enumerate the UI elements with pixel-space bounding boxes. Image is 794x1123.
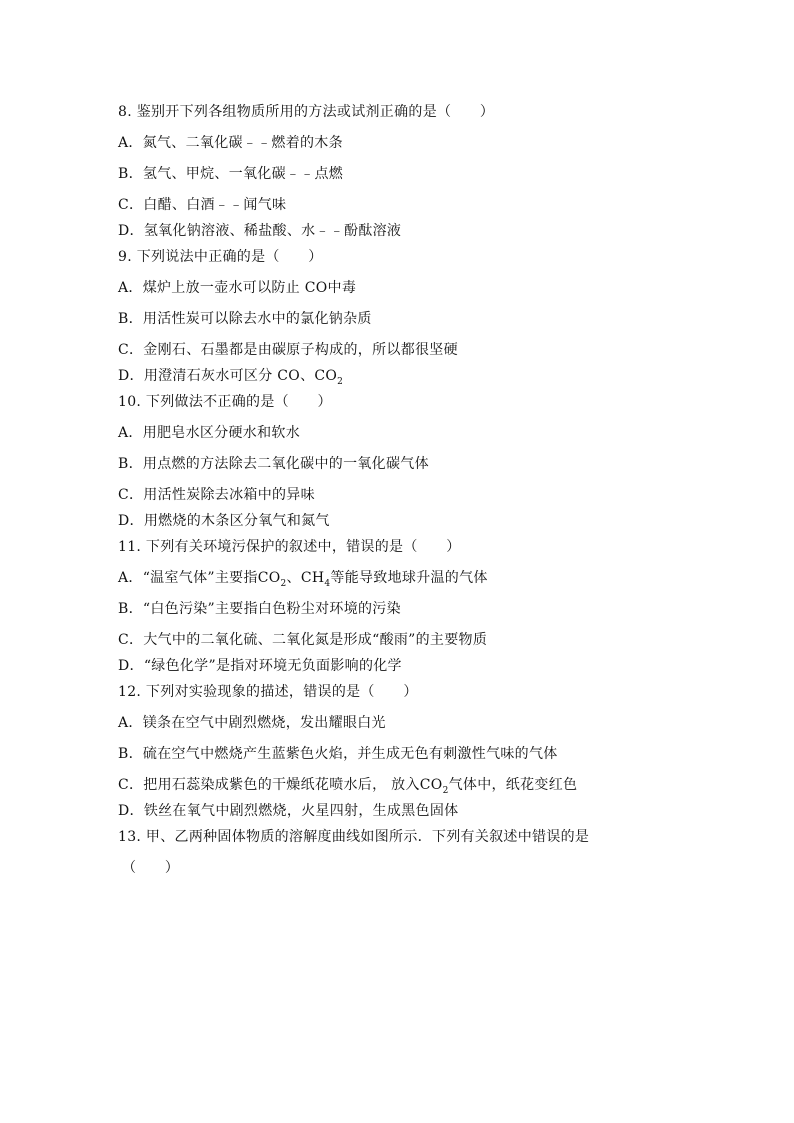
subscript: 4: [324, 578, 331, 589]
question-8-option-a: A．氮气、二氧化碳﹣﹣燃着的木条: [118, 135, 343, 151]
question-12-option-b: B．硫在空气中燃烧产生蓝紫色火焰，并生成无色有刺激性气味的气体: [118, 746, 558, 762]
question-8-option-d: D．氢氧化钠溶液、稀盐酸、水﹣﹣酚酞溶液: [118, 223, 402, 239]
question-10-option-b: B．用点燃的方法除去二氧化碳中的一氧化碳气体: [118, 456, 429, 472]
question-11-option-d: D．“绿色化学”是指对环境无负面影响的化学: [118, 658, 402, 674]
formula-text: 等能导致地球升温的气体: [330, 570, 488, 586]
subscript: 2: [442, 785, 449, 796]
question-12-option-c: [118, 776, 577, 794]
formula-text: 、CH: [286, 570, 325, 586]
formula-text: 气体中，纸花变红色: [448, 777, 578, 793]
question-11-stem: 11. 下列有关环境污保护的叙述中，错误的是（ ）: [118, 539, 461, 555]
question-10-option-a: A．用肥皂水区分硬水和软水: [118, 425, 301, 441]
question-12-stem: 12. 下列对实验现象的描述，错误的是（ ）: [118, 684, 418, 700]
question-8-option-b: B．氢气、甲烷、一氧化碳﹣﹣点燃: [118, 166, 344, 182]
subscript: 2: [337, 376, 344, 387]
question-13-answer-blank: （ ）: [122, 860, 180, 876]
question-12-option-d: D．铁丝在氧气中剧烈燃烧，火星四射，生成黑色固体: [118, 803, 459, 819]
question-11-option-c: C．大气中的二氧化硫、二氧化氮是形成“酸雨”的主要物质: [118, 632, 488, 648]
formula-text: A．“温室气体”主要指CO: [118, 570, 281, 586]
formula-text: C．把用石蕊染成紫色的干燥纸花喷水后， 放入CO: [118, 777, 443, 793]
question-8-option-c: C．白醋、白酒﹣﹣闻气味: [118, 197, 287, 213]
question-9-option-a: A．煤炉上放一壶水可以防止 CO中毒: [118, 280, 357, 296]
question-11-option-b: B．“白色污染”主要指白色粉尘对环境的污染: [118, 601, 401, 617]
question-10-option-d: D．用燃烧的木条区分氧气和氮气: [118, 513, 330, 529]
question-12-option-a: A．镁条在空气中剧烈燃烧，发出耀眼白光: [118, 715, 386, 731]
question-9-option-c: C．金刚石、石墨都是由碳原子构成的，所以都很坚硬: [118, 342, 458, 358]
question-9-option-b: B．用活性炭可以除去水中的氯化钠杂质: [118, 311, 372, 327]
question-10-option-c: C．用活性炭除去冰箱中的异味: [118, 487, 315, 503]
formula-text: D．用澄清石灰水可区分 CO、CO: [118, 368, 338, 384]
question-10-stem: 10. 下列做法不正确的是（ ）: [118, 394, 332, 410]
question-9-stem: 9. 下列说法中正确的是（ ）: [118, 249, 323, 265]
question-11-option-a: [118, 569, 488, 587]
question-8-stem: 8. 鉴别开下列各组物质所用的方法或试剂正确的是（ ）: [118, 104, 495, 120]
question-13-stem: 13. 甲、乙两种固体物质的溶解度曲线如图所示．下列有关叙述中错误的是: [118, 829, 590, 845]
subscript: 2: [280, 578, 287, 589]
question-9-option-d: [118, 367, 343, 385]
